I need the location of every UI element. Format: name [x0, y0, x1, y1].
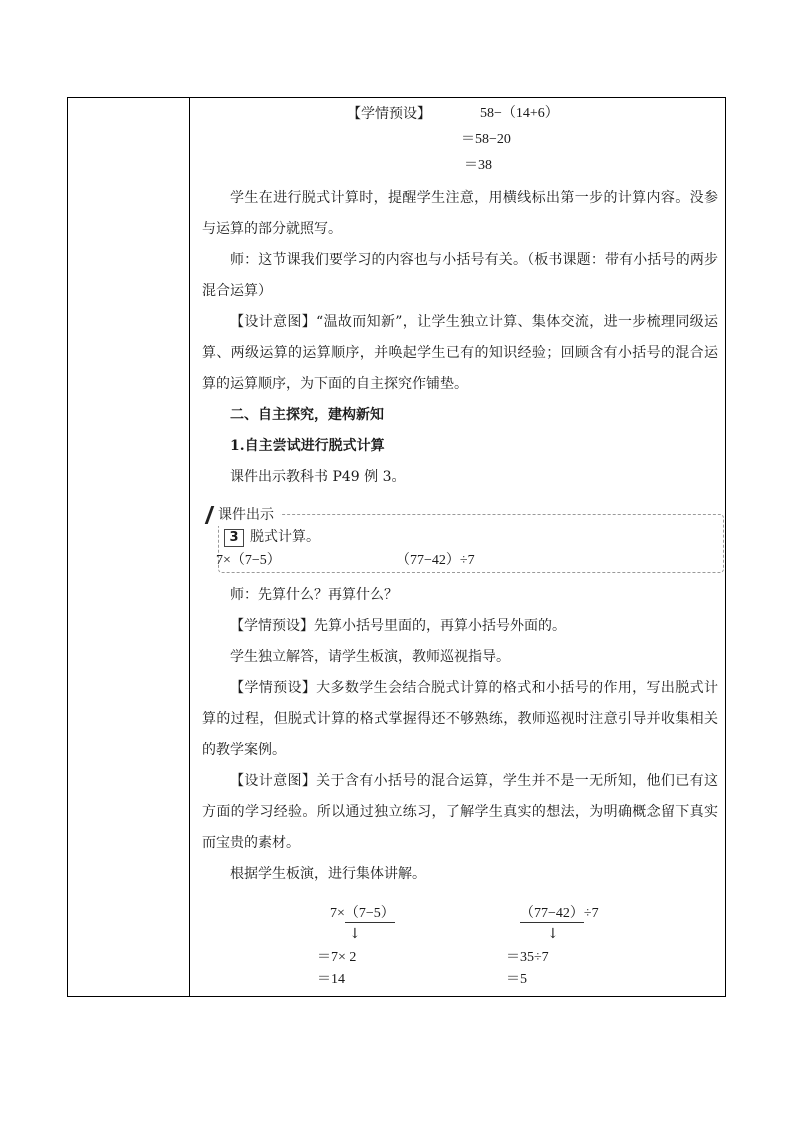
example-instruction: 脱式计算。 [250, 529, 320, 545]
top-calc-expr-text: 58−（14+6） [480, 106, 559, 121]
lesson-table [67, 97, 726, 997]
top-calc-step2: ＝38 [464, 158, 492, 173]
example-expr-1: 7×（7−5） [216, 553, 281, 568]
solution-left-arrow: ↓ [349, 926, 361, 942]
top-calc-step1: ＝58−20 [461, 132, 511, 147]
solution-right-step1: ＝35÷7 [506, 950, 549, 965]
paragraph-2: 师：这节课我们要学习的内容也与小括号有关。（板书课题：带有小括号的两步混合运算） [202, 252, 718, 299]
paragraph-9: 根据学生板演，进行集体讲解。 [230, 866, 426, 882]
paragraph-7: 【学情预设】大多数学生会结合脱式计算的格式和小括号的作用，写出脱式计算的过程，但脱式计算的格式掌握得还不够熟练，教师巡视时注意引导并收集相关的教学案例。 [202, 680, 718, 758]
solution-right-paren: （77−42） [520, 906, 584, 921]
courseware-tab: 课件出示 [208, 504, 280, 526]
solution-right-arrow: ↓ [547, 926, 559, 942]
example-heading [224, 528, 320, 547]
paragraph-1: 学生在进行脱式计算时，提醒学生注意，用横线标出第一步的计算内容。没参与运算的部分就照写。 [202, 190, 718, 237]
example-expr-2: （77−42）÷7 [396, 553, 475, 568]
solution-right-expr [520, 905, 599, 923]
solution-left-prefix: 7× [330, 906, 345, 921]
solution-left-paren: （7−5） [344, 906, 395, 921]
solution-right-step2: ＝5 [506, 972, 527, 987]
top-calc-expr [480, 105, 559, 123]
paragraph-4: 师：先算什么？再算什么？ [230, 587, 398, 603]
section-title: 二、自主探究，建构新知 [230, 407, 384, 423]
solution-left-expr [330, 905, 395, 923]
example-number: 3 [224, 529, 244, 547]
content-cell [190, 98, 725, 996]
paragraph-8: 【设计意图】关于含有小括号的混合运算，学生并不是一无所知，他们已有这方面的学习经验。所以通过独立练习，了解学生真实的想法，为明确概念留下真实而宝贵的素材。 [202, 773, 718, 851]
paragraph-6: 学生独立解答，请学生板演，教师巡视指导。 [230, 649, 510, 665]
solution-left-step2: ＝14 [317, 972, 345, 987]
courseware-line: 课件出示教科书 P49 例 3。 [230, 469, 406, 485]
top-calc-tag: 【学情预设】 [347, 106, 431, 122]
solution-right-suffix: ÷7 [583, 906, 599, 921]
solution-left-step1: ＝7× 2 [317, 950, 357, 965]
paragraph-3: 【设计意图】“温故而知新”，让学生独立计算、集体交流，进一步梳理同级运算、两级运算的运算顺序，并唤起学生已有的知识经验；回顾含有小括号的混合运算的运算顺序，为下面的自主探究作铺垫。 [202, 314, 718, 392]
paragraph-5: 【学情预设】先算小括号里面的，再算小括号外面的。 [230, 618, 566, 634]
subsection-title: 1.自主尝试进行脱式计算 [230, 438, 385, 454]
